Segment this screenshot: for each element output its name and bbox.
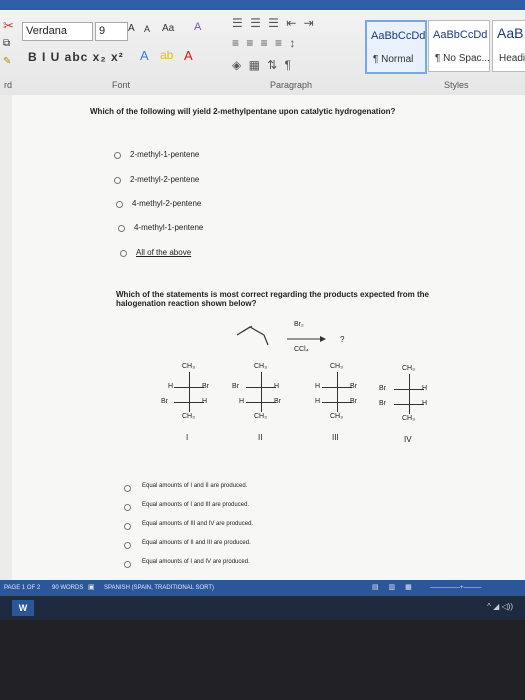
q1-option-d: 4-methyl-1-pentene — [134, 223, 204, 232]
mol-IV-label: IV — [404, 435, 412, 444]
radio-q2-a[interactable] — [124, 485, 131, 492]
text-effects-icon[interactable]: A — [140, 48, 149, 63]
word-count[interactable]: 90 WORDS — [52, 585, 84, 591]
mol-I-h2 — [174, 402, 204, 403]
mol-IV-l2: Br — [379, 400, 386, 407]
mol-III-label: III — [332, 433, 339, 442]
mol-IV-h2 — [394, 404, 424, 405]
language-indicator[interactable]: SPANISH (SPAIN, TRADITIONAL SORT) — [104, 585, 215, 591]
mol-I-top: CH₃ — [182, 363, 195, 370]
radio-q1-a[interactable] — [114, 152, 121, 159]
mol-III-bottom: CH₃ — [330, 413, 343, 420]
word-app-icon[interactable]: W — [12, 600, 34, 616]
document-page[interactable] — [12, 95, 525, 580]
desk-surface — [0, 620, 525, 700]
mol-I-l2: Br — [161, 398, 168, 405]
page-count[interactable]: PAGE 1 OF 2 — [4, 585, 41, 591]
document-area — [0, 95, 525, 580]
radio-q1-e[interactable] — [120, 250, 127, 257]
zoom-slider[interactable]: ―――――+――― — [430, 585, 482, 591]
shrink-font-button[interactable]: A — [144, 24, 151, 34]
q2-option-e: Equal amounts of I and IV are produced. — [142, 559, 250, 565]
radio-q2-c[interactable] — [124, 523, 131, 530]
font-size-input[interactable]: 9 — [95, 22, 128, 41]
format-painter-icon[interactable]: ✎ — [3, 56, 12, 67]
mol-II-vertical — [261, 372, 262, 412]
taskbar — [0, 596, 525, 620]
format-buttons[interactable]: B I U abc x₂ x² — [28, 50, 124, 64]
proofing-icon[interactable]: ▣ — [88, 584, 95, 591]
mol-II-r2: Br — [274, 398, 281, 405]
mol-II-l1: Br — [232, 383, 239, 390]
mol-II-top: CH₃ — [254, 363, 267, 370]
clear-format-icon[interactable]: A — [194, 21, 202, 33]
paragraph-group-label: Paragraph — [270, 80, 313, 90]
status-bar — [0, 580, 525, 596]
font-name-input[interactable]: Verdana — [22, 22, 93, 41]
cut-icon[interactable]: ✂ — [3, 18, 14, 33]
mol-IV-r2: H — [422, 400, 428, 407]
mol-IV-bottom: CH₃ — [402, 415, 415, 422]
mol-III-top: CH₃ — [330, 363, 343, 370]
q2-option-b: Equal amounts of I and III are produced. — [142, 502, 250, 508]
radio-q2-e[interactable] — [124, 561, 131, 568]
mol-I-bottom: CH₃ — [182, 413, 195, 420]
q1-option-a: 2-methyl-1-pentene — [130, 150, 200, 159]
mol-II-r1: H — [274, 383, 280, 390]
mol-II-h1 — [246, 387, 276, 388]
font-color-icon[interactable]: A — [184, 48, 193, 63]
radio-q1-b[interactable] — [114, 177, 121, 184]
mol-III-l2: H — [315, 398, 321, 405]
mol-III-r2: Br — [350, 398, 357, 405]
change-case-button[interactable]: Aa — [162, 23, 175, 34]
reagent-bottom: CCl₄ — [294, 346, 309, 353]
mol-II-l2: H — [239, 398, 245, 405]
mol-IV-vertical — [409, 374, 410, 414]
alkene-structure — [237, 327, 268, 345]
mol-I-l1: H — [168, 383, 174, 390]
ribbon — [0, 0, 525, 96]
clipboard-group-label: rd — [4, 80, 13, 90]
question-2-line2: halogenation reaction shown below? — [116, 299, 257, 308]
styles-group-label: Styles — [444, 80, 469, 90]
mol-III-h2 — [322, 402, 352, 403]
mol-II-bottom: CH₃ — [254, 413, 267, 420]
reagent-top: Br₂ — [294, 321, 304, 328]
radio-q2-d[interactable] — [124, 542, 131, 549]
mol-I-h1 — [174, 387, 204, 388]
style-heading[interactable]: AaB Headi — [492, 20, 525, 72]
mol-IV-h1 — [394, 389, 424, 390]
q2-option-a: Equal amounts of I and II are produced. — [142, 483, 248, 489]
style-no-spacing[interactable]: AaBbCcDd ¶ No Spac... — [428, 20, 490, 72]
mol-I-label: I — [186, 433, 189, 442]
copy-icon[interactable]: ⧉ — [3, 38, 11, 49]
reaction-scheme — [232, 317, 352, 357]
mol-III-r1: Br — [350, 383, 357, 390]
q1-option-b: 2-methyl-2-pentene — [130, 175, 200, 184]
reaction-question-mark: ? — [340, 335, 345, 344]
mol-III-vertical — [337, 372, 338, 412]
mol-II-label: II — [258, 433, 263, 442]
radio-q1-c[interactable] — [116, 201, 123, 208]
system-tray[interactable]: ^ ◢ ◁)) — [487, 602, 513, 611]
mol-II-h2 — [246, 402, 276, 403]
grow-font-button[interactable]: A — [128, 23, 135, 34]
radio-q2-b[interactable] — [124, 504, 131, 511]
list-icons[interactable]: ☰ ☰ ☰ ⇤ ⇥ — [232, 16, 316, 30]
mol-I-vertical — [189, 372, 190, 412]
question-1: Which of the following will yield 2-methylpentane upon catalytic hydrogenation? — [90, 107, 396, 116]
mol-III-l1: H — [315, 383, 321, 390]
mol-I-r1: Br — [202, 383, 209, 390]
shading-icons[interactable]: ◈ ▦ ⇅ ¶ — [232, 58, 294, 72]
font-group-label: Font — [112, 80, 131, 90]
question-2-line1: Which of the statements is most correct regarding the products expected from the — [116, 290, 429, 299]
ribbon-tab-strip — [0, 0, 525, 10]
double-bond — [242, 326, 252, 332]
mol-I-r2: H — [202, 398, 208, 405]
mol-III-h1 — [322, 387, 352, 388]
radio-q1-d[interactable] — [118, 225, 125, 232]
align-icons[interactable]: ≡ ≡ ≡ ≡ ↕ — [232, 36, 298, 50]
mol-IV-r1: H — [422, 385, 428, 392]
highlight-icon[interactable]: ab — [160, 48, 174, 62]
mol-IV-top: CH₃ — [402, 365, 415, 372]
q1-option-c: 4-methyl-2-pentene — [132, 199, 202, 208]
view-buttons-icon[interactable]: ▤ ▥ ▦ — [372, 584, 416, 591]
q2-option-c: Equal amounts of III and IV are produced. — [142, 521, 254, 527]
q1-option-e: All of the above — [136, 248, 192, 257]
q2-option-d: Equal amounts of II and III are produced. — [142, 540, 251, 546]
arrow-head — [320, 336, 326, 342]
style-normal[interactable]: AaBbCcDd ¶ Normal — [365, 20, 427, 74]
mol-IV-l1: Br — [379, 385, 386, 392]
